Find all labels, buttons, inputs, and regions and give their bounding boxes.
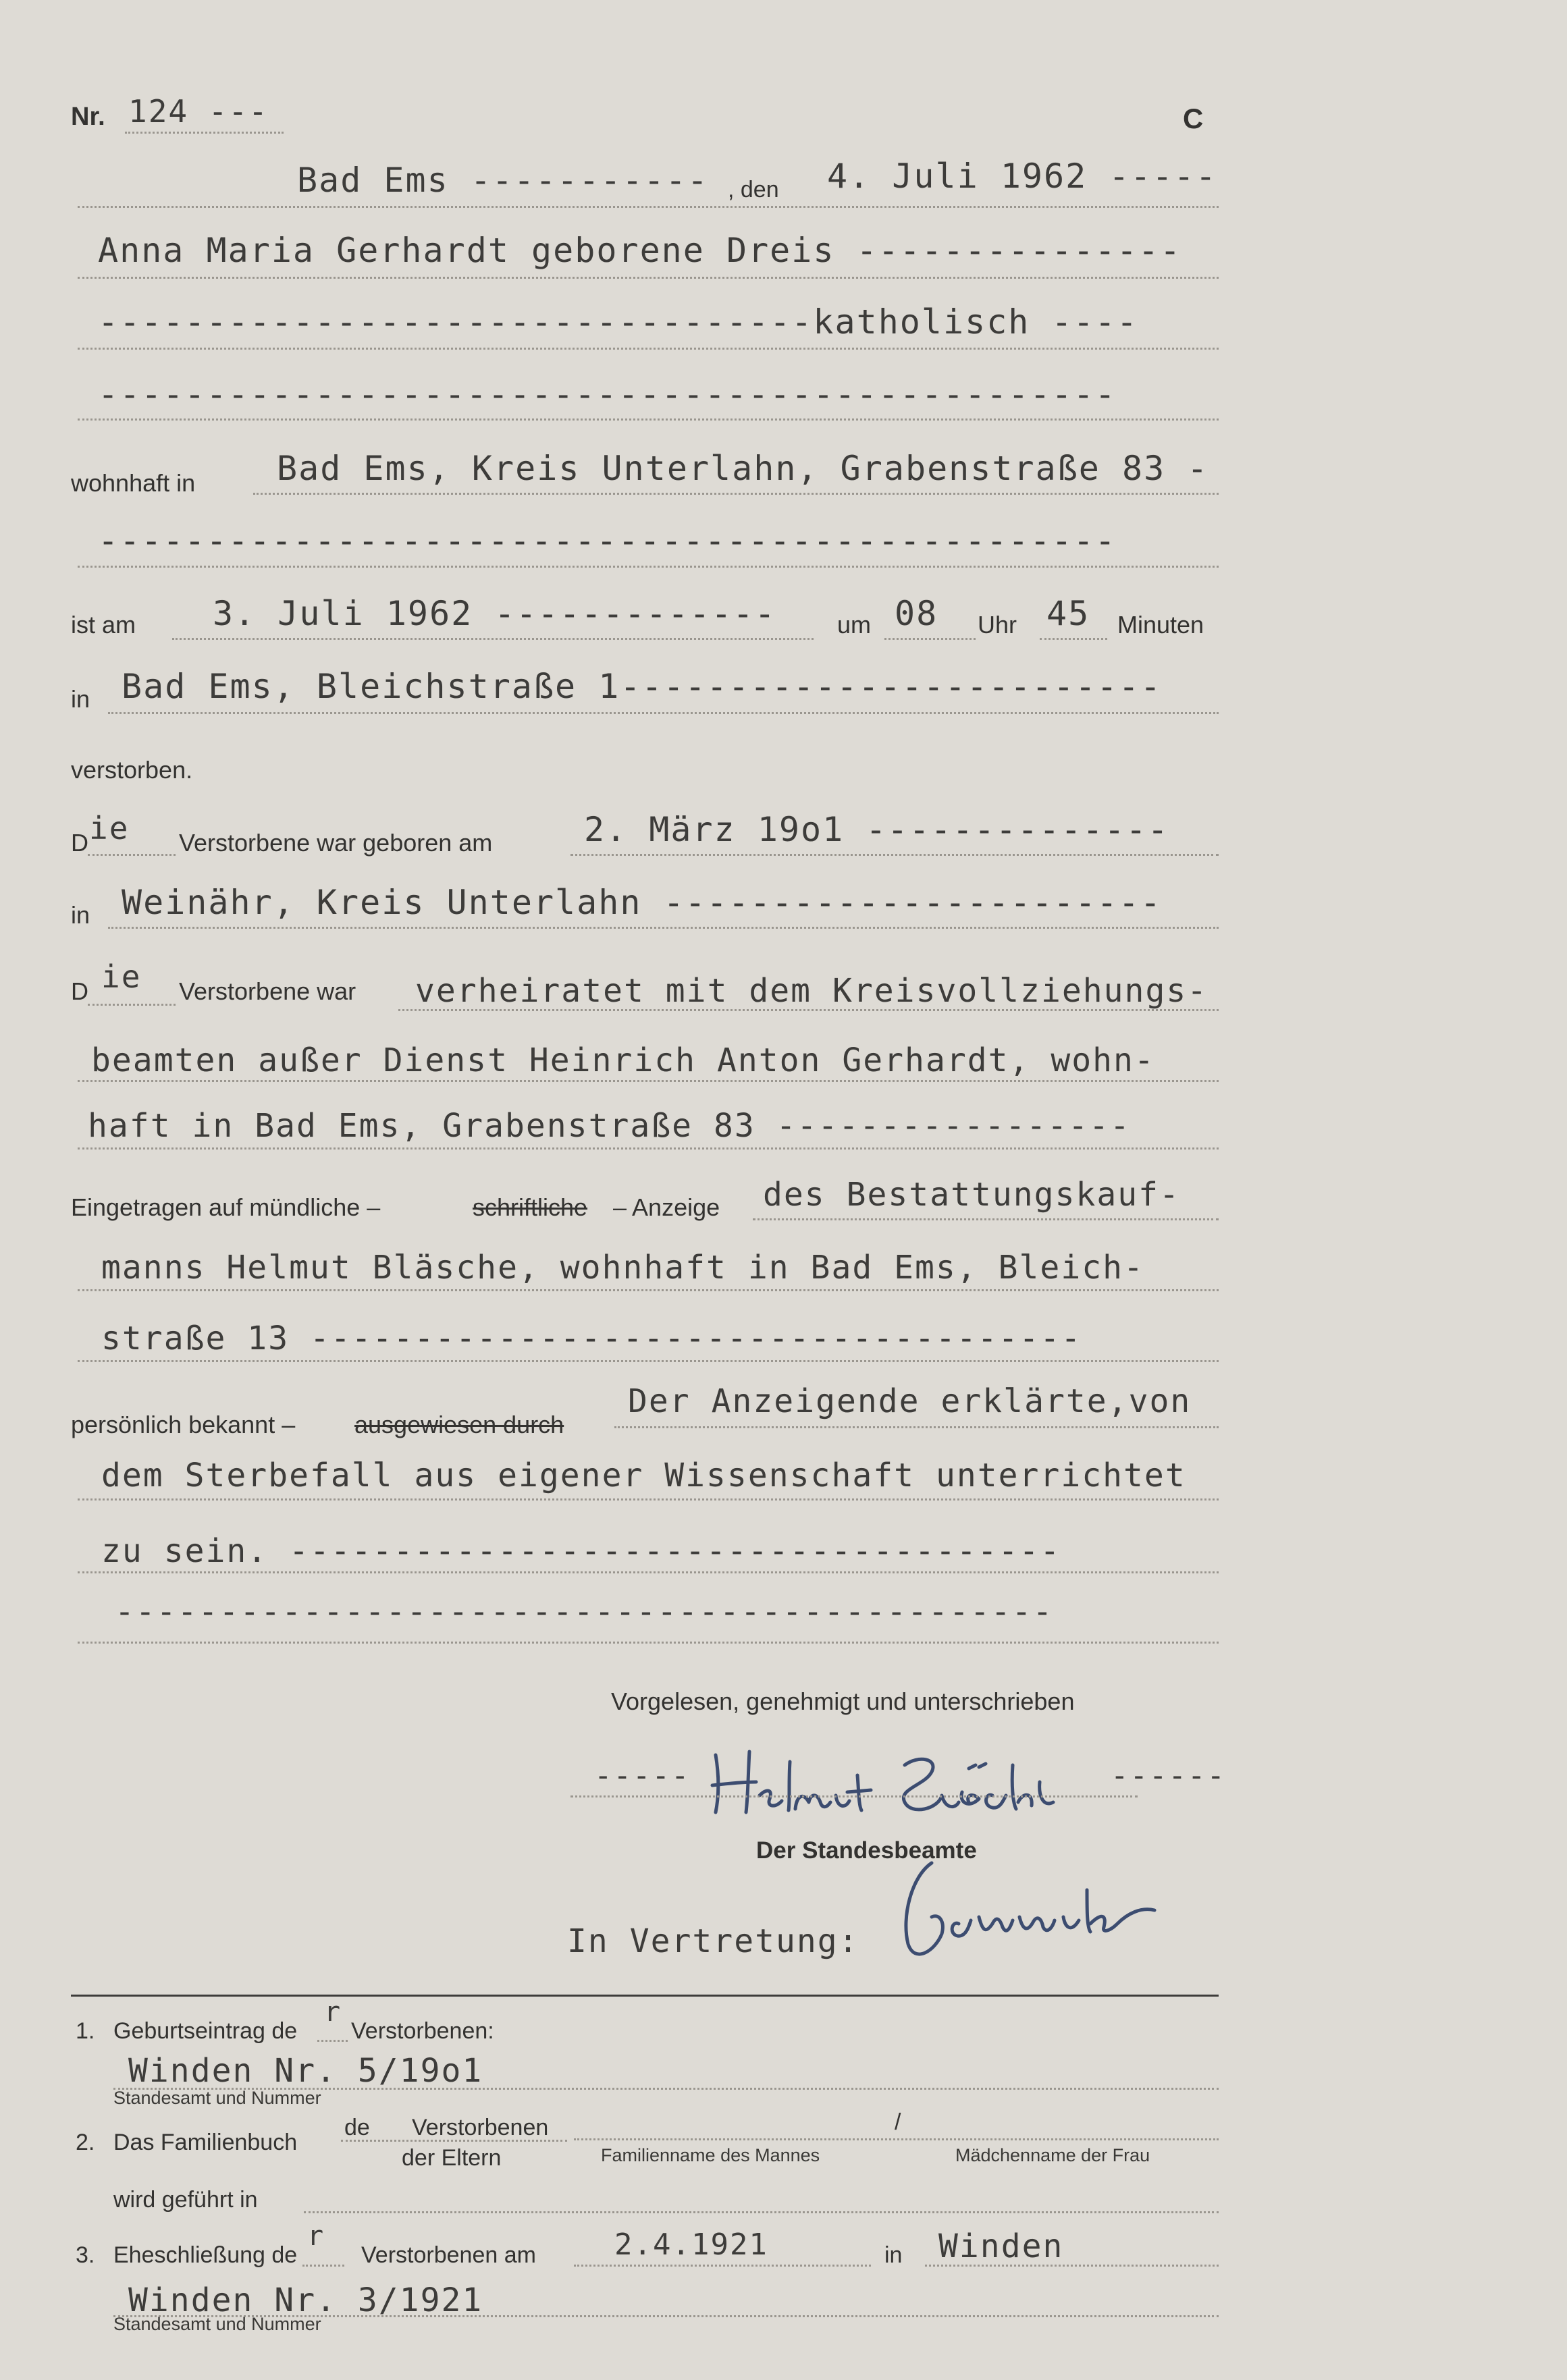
item1-number: 1. [76, 2018, 95, 2044]
dotted-line [925, 2265, 1219, 2267]
registration-label-strike: schriftliche [473, 1193, 588, 1221]
in-label: in [71, 685, 90, 713]
item1-label-b: Verstorbenen: [351, 2018, 494, 2044]
item3-sublabel: Standesamt und Nummer [113, 2314, 321, 2334]
dotted-line [574, 2138, 1219, 2140]
item2-label: Das Familienbuch [113, 2130, 298, 2155]
dotted-line [614, 1426, 1219, 1428]
item2-option-parents: der Eltern [402, 2145, 502, 2171]
dotted-line [341, 2140, 567, 2142]
birth-place: Weinähr, Kreis Unterlahn ----------------------- [122, 883, 1162, 922]
residence-value: Bad Ems, Kreis Unterlahn, Grabenstraße 83 - [277, 449, 1209, 488]
signature-dashes-left: ----- [594, 1758, 691, 1793]
nr-value: 124 --- [128, 93, 269, 130]
dotted-line [570, 1795, 1138, 1797]
identity-line-3: zu sein. ------------------------------------- [101, 1532, 1061, 1570]
dotted-line [78, 1360, 1219, 1362]
identity-line-4: --------------------------------------------- [115, 1593, 1054, 1631]
registration-line-3: straße 13 ------------------------------------- [101, 1320, 1082, 1357]
dotted-line [78, 1080, 1219, 1082]
death-date: 3. Juli 1962 ------------- [213, 594, 776, 633]
dotted-line [78, 1642, 1219, 1644]
dotted-line [88, 854, 176, 856]
dotted-line [78, 277, 1219, 279]
dotted-line [302, 2265, 344, 2267]
identity-label-strike: ausgewiesen durch [354, 1411, 564, 1438]
form-letter: C [1183, 103, 1204, 134]
registration-label-a: Eingetragen auf mündliche – [71, 1193, 381, 1221]
item3-value: Winden Nr. 3/1921 [128, 2281, 483, 2319]
dotted-line [78, 206, 1219, 208]
dotted-line [78, 348, 1219, 350]
dotted-line [78, 1289, 1219, 1291]
place-value: Bad Ems ----------- [297, 161, 709, 200]
marital-line-3: haft in Bad Ems, Grabenstraße 83 ----------------- [88, 1107, 1131, 1145]
registration-line-1: des Bestattungskauf- [763, 1176, 1180, 1214]
dash-line: ----------------------------------------------- [98, 521, 1117, 560]
dotted-line [78, 1147, 1219, 1150]
death-hour: 08 [895, 594, 938, 633]
dotted-line [78, 566, 1219, 568]
signature-dashes-right: ------ [1111, 1758, 1226, 1793]
dotted-line [88, 1004, 176, 1006]
death-minutes: 45 [1046, 594, 1090, 633]
dotted-line [884, 638, 976, 640]
substitute-label: In Vertretung: [567, 1922, 859, 1960]
dotted-line [172, 638, 814, 640]
registration-label-b: – Anzeige [613, 1193, 720, 1221]
dash-line: ----------------------------------------------- [98, 375, 1117, 414]
dotted-line [753, 1218, 1219, 1220]
dotted-line [317, 2040, 348, 2042]
dotted-line [108, 927, 1219, 929]
residence-label: wohnhaft in [71, 469, 196, 497]
marital-label: Verstorbene war [179, 977, 356, 1005]
death-place: Bad Ems, Bleichstraße 1------------------------- [122, 667, 1162, 706]
marital-line-1: verheiratet mit dem Kreisvollziehungs- [415, 972, 1209, 1010]
dotted-line [78, 1498, 1219, 1500]
item3-place: Winden [938, 2227, 1064, 2265]
item3-label-sup: r [307, 2221, 325, 2252]
item2-number: 2. [76, 2130, 95, 2155]
dotted-line [108, 712, 1219, 714]
uhr-label: Uhr [978, 611, 1017, 639]
deceased-name: Anna Maria Gerhardt geborene Dreis --------------- [98, 231, 1182, 270]
birth-date: 2. März 19o1 -------------- [584, 810, 1169, 849]
birth-d-suffix: ie [89, 810, 130, 846]
birth-label: Verstorbene war geboren am [179, 829, 493, 857]
identity-label-a: persönlich bekannt – [71, 1411, 296, 1438]
informant-signature [702, 1728, 1100, 1836]
item3-label-a: Eheschließung de [113, 2242, 298, 2268]
dotted-line [78, 418, 1219, 421]
marital-d-suffix: ie [101, 958, 142, 995]
dotted-line [1040, 638, 1107, 640]
verstorben-label: verstorben. [71, 756, 193, 784]
dotted-line [78, 1571, 1219, 1573]
item3-in-label: in [884, 2242, 903, 2268]
registrar-signature [884, 1849, 1202, 1971]
item1-label-sup: r [324, 1997, 342, 2028]
registrar-label: Der Standesbeamte [756, 1837, 977, 1864]
item2-option-deceased: Verstorbenen [412, 2115, 549, 2140]
item2-option-deceased-prefix: de [344, 2115, 370, 2140]
dotted-line [574, 2265, 871, 2267]
item2-col-husband: Familienname des Mannes [601, 2145, 820, 2165]
religion-line: ---------------------------------katholisch ---- [98, 302, 1138, 342]
dotted-line [304, 2211, 1219, 2213]
item2-slash: / [895, 2109, 901, 2135]
read-approved-text: Vorgelesen, genehmigt und unterschrieben [611, 1687, 1075, 1715]
registration-line-2: manns Helmut Bläsche, wohnhaft in Bad Ems, Bleich- [101, 1249, 1144, 1287]
nr-label: Nr. [71, 103, 105, 131]
item1-label-a: Geburtseintrag de [113, 2018, 298, 2044]
identity-line-2: dem Sterbefall aus eigener Wissenschaft unterrichtet [101, 1457, 1186, 1494]
dotted-line [125, 132, 284, 134]
um-label: um [837, 611, 872, 639]
date-value: 4. Juli 1962 ----- [827, 157, 1217, 196]
dotted-line [570, 854, 1219, 856]
item3-number: 3. [76, 2242, 95, 2268]
item1-sublabel: Standesamt und Nummer [113, 2088, 321, 2108]
marital-line-2: beamten außer Dienst Heinrich Anton Gerhardt, wohn- [91, 1042, 1155, 1079]
item1-value: Winden Nr. 5/19o1 [128, 2052, 483, 2090]
item3-label-b: Verstorbenen am [361, 2242, 536, 2268]
birth-in-label: in [71, 901, 90, 929]
item3-date: 2.4.1921 [614, 2227, 768, 2262]
den-label: , den [728, 177, 779, 202]
item2-col-wife: Mädchenname der Frau [955, 2145, 1150, 2165]
minuten-label: Minuten [1117, 611, 1204, 639]
item2-wird-label: wird geführt in [113, 2187, 258, 2213]
marital-d-label: D [71, 977, 88, 1005]
dotted-line [253, 493, 1219, 495]
birth-d-label: D [71, 829, 88, 857]
ist-am-label: ist am [71, 611, 136, 639]
section-divider [71, 1995, 1219, 1997]
dotted-line [398, 1009, 1219, 1011]
identity-line-1: Der Anzeigende erklärte,von [628, 1382, 1192, 1420]
